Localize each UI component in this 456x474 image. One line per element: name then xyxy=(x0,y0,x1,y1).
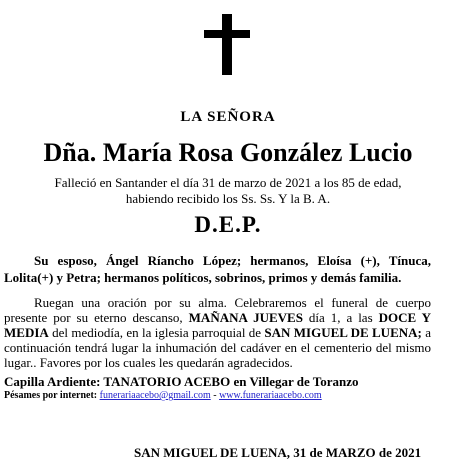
heading: LA SEÑORA xyxy=(180,109,276,125)
service-paragraph xyxy=(4,295,431,370)
family-text: Su esposo, Ángel Ríancho López; hermanos, Eloísa (+), Tínuca, Lolita(+) y Petra; hermanos políticos, sobrinos, primos y demás familia. xyxy=(4,253,431,285)
service-church: SAN MIGUEL DE LUENA; xyxy=(264,325,422,340)
condolences-line xyxy=(4,390,322,401)
service-text-4: a continuación tendrá lugar la inhumación del cadáver en el cementerio del mismo lugar.. Favores por los cuales les quedarán agradecidos. xyxy=(4,325,431,370)
death-info xyxy=(0,175,456,207)
service-text-2: día 1, a las xyxy=(302,310,379,325)
website-link[interactable]: www.funerariaacebo.com xyxy=(219,390,322,401)
family-paragraph xyxy=(4,252,431,286)
death-line-1: Falleció en Santander el día 31 de marzo de 2021 a los 85 de edad, xyxy=(54,175,402,190)
dep-title: D.E.P. xyxy=(194,212,262,237)
email-link[interactable]: funerariaacebo@gmail.com xyxy=(99,390,211,401)
service-day: MAÑANA JUEVES xyxy=(188,310,303,325)
condolences-label: Pésames por internet: xyxy=(4,390,98,401)
service-text-3: del mediodía, en la iglesia parroquial de xyxy=(48,325,265,340)
service-time: DOCE Y MEDIA xyxy=(4,310,432,340)
chapel-info: Capilla Ardiente: TANATORIO ACEBO en Villegar de Toranzo xyxy=(4,374,359,389)
cross-icon xyxy=(222,14,232,75)
cross-icon-bar xyxy=(204,30,250,38)
service-text-1: Ruegan una oración por su alma. Celebraremos el funeral de cuerpo presente por su eterno descanso, xyxy=(4,295,431,325)
footer-date: SAN MIGUEL DE LUENA, 31 de MARZO de 2021 xyxy=(134,445,422,460)
deceased-name: Dña. María Rosa González Lucio xyxy=(43,138,413,167)
death-line-2: habiendo recibido los Ss. Ss. Y la B. A. xyxy=(125,191,331,206)
separator: - xyxy=(210,390,220,401)
